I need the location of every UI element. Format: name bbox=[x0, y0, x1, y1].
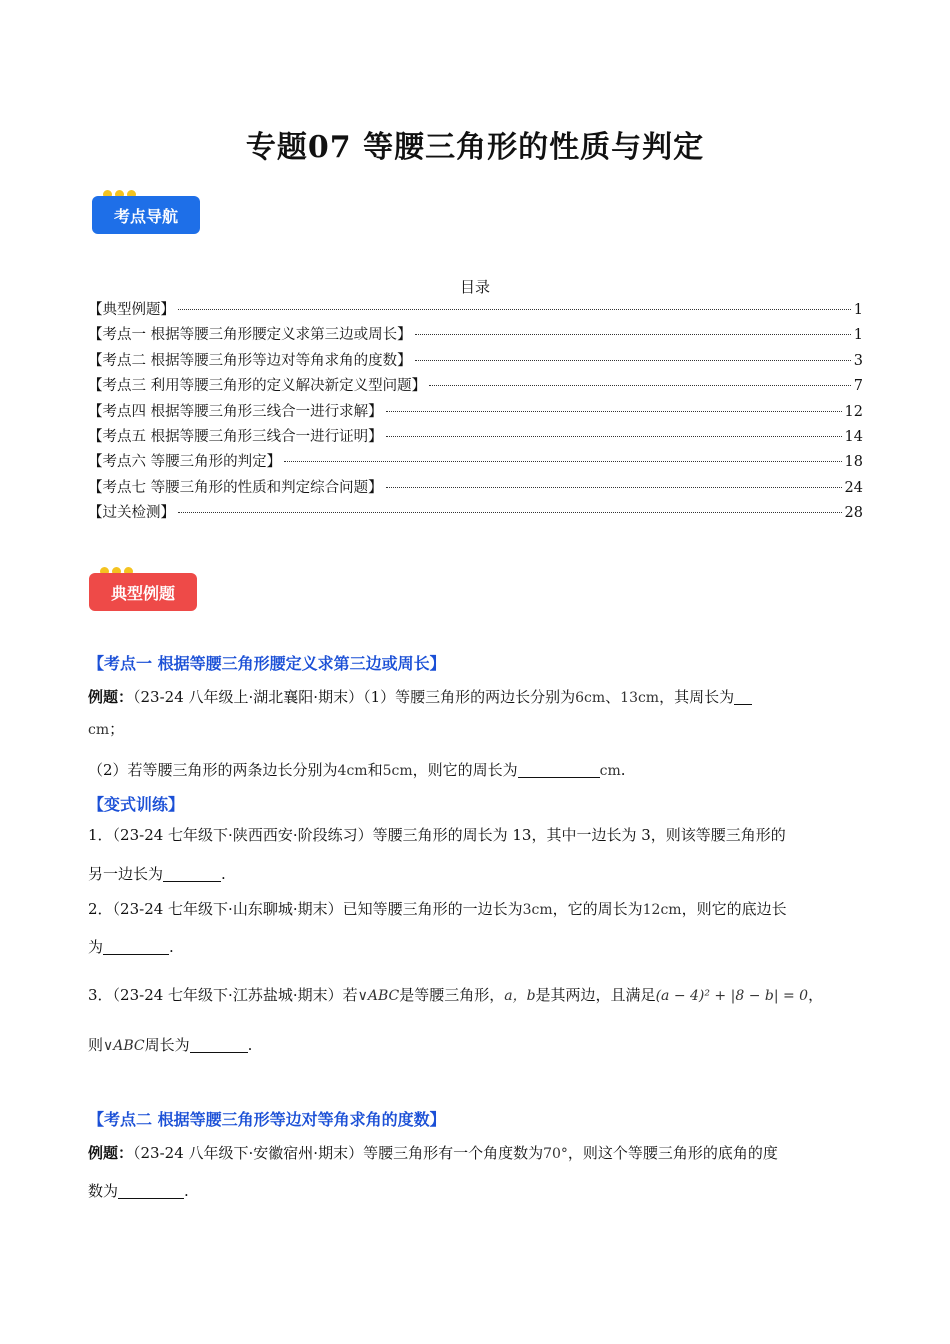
value: 4cm bbox=[337, 763, 368, 779]
table-of-contents bbox=[88, 298, 863, 527]
toc-leader-dots bbox=[415, 334, 851, 335]
unit: cm bbox=[599, 763, 621, 779]
page-title: 专题07 等腰三角形的性质与判定 bbox=[245, 130, 705, 165]
example-badge: 典型例题 bbox=[89, 573, 197, 611]
question-2-line-2 bbox=[88, 936, 863, 957]
toc-leader-dots bbox=[386, 436, 842, 437]
text: ，则这个等腰三角形的底角的度 bbox=[567, 1144, 778, 1162]
toc-entry-page: 28 bbox=[844, 505, 863, 522]
toc-leader-dots bbox=[415, 360, 851, 361]
toc-leader-dots bbox=[429, 385, 851, 386]
question-2-line-1 bbox=[88, 898, 863, 919]
answer-blank[interactable] bbox=[163, 866, 221, 882]
answer-blank[interactable] bbox=[103, 939, 169, 955]
text: ，它的周长为 bbox=[552, 900, 643, 918]
question-1-line-1: 1．（23-24 七年级下·陕西西安·阶段练习）等腰三角形的周长为 13，其中一边长为 3，则该等腰三角形的 bbox=[88, 826, 786, 844]
example-1-line-1 bbox=[88, 686, 863, 707]
text: . bbox=[169, 938, 174, 956]
text: （23-24 八年级上·湖北襄阳·期末）（1）等腰三角形的两边长分别为 bbox=[133, 688, 576, 706]
toc-leader-dots bbox=[386, 487, 842, 488]
question-1-line-2 bbox=[88, 863, 863, 884]
toc-entry-label: 【考点七 等腰三角形的性质和判定综合问题】 bbox=[88, 479, 383, 496]
example-2-line-2 bbox=[88, 1180, 863, 1201]
math-expression: a，b bbox=[504, 988, 536, 1004]
text: . bbox=[620, 761, 626, 779]
value: 13cm bbox=[620, 690, 660, 706]
variant-heading: 【变式训练】 bbox=[88, 795, 185, 814]
toc-entry-label: 【考点二 根据等腰三角形等边对等角求角的度数】 bbox=[88, 352, 412, 369]
toc-entry[interactable] bbox=[88, 501, 863, 526]
text: 和 bbox=[367, 761, 383, 779]
toc-entry-label: 【考点一 根据等腰三角形腰定义求第三边或周长】 bbox=[88, 327, 412, 344]
toc-entry-page: 3 bbox=[853, 352, 863, 369]
example-label: 例题： bbox=[88, 1144, 134, 1162]
value: 12cm bbox=[642, 902, 682, 918]
toc-entry-page: 18 bbox=[844, 454, 863, 471]
question-3-line-1 bbox=[88, 984, 863, 1005]
toc-entry-label: 【考点四 根据等腰三角形三线合一进行求解】 bbox=[88, 403, 383, 420]
toc-entry[interactable] bbox=[88, 400, 863, 425]
example-1-part-2 bbox=[88, 759, 863, 780]
toc-entry-label: 【考点五 根据等腰三角形三线合一进行证明】 bbox=[88, 428, 383, 445]
section-heading-1: 【考点一 根据等腰三角形腰定义求第三边或周长】 bbox=[88, 654, 446, 673]
text: . bbox=[184, 1182, 189, 1200]
toc-entry-page: 24 bbox=[844, 479, 863, 496]
value: 70° bbox=[543, 1146, 568, 1162]
toc-entry[interactable] bbox=[88, 349, 863, 374]
question-3-line-2 bbox=[88, 1034, 863, 1055]
example-1-line-2 bbox=[88, 718, 863, 739]
text: 、 bbox=[605, 688, 621, 706]
toc-leader-dots bbox=[284, 461, 841, 462]
toc-entry-page: 12 bbox=[844, 403, 863, 420]
nav-badge: 考点导航 bbox=[92, 196, 200, 234]
example-label: 例题： bbox=[88, 688, 134, 706]
toc-entry[interactable] bbox=[88, 323, 863, 348]
example-2-line-1 bbox=[88, 1142, 863, 1163]
text: 是其两边，且满足 bbox=[535, 986, 656, 1004]
text: ，则它的底边长 bbox=[681, 900, 787, 918]
math-expression: ∨ABC bbox=[103, 1038, 145, 1054]
text: ，其周长为 bbox=[659, 688, 735, 706]
answer-blank[interactable] bbox=[518, 762, 600, 778]
toc-entry-label: 【过关检测】 bbox=[88, 505, 175, 522]
answer-blank[interactable] bbox=[118, 1183, 184, 1199]
text: . bbox=[221, 865, 226, 883]
toc-entry-label: 【考点三 利用等腰三角形的定义解决新定义型问题】 bbox=[88, 378, 427, 395]
toc-entry-label: 【典型例题】 bbox=[88, 302, 175, 318]
text: （2）若等腰三角形的两条边长分别为 bbox=[88, 761, 338, 779]
text: 周长为 bbox=[144, 1036, 190, 1054]
text: 数为 bbox=[88, 1182, 119, 1200]
toc-title: 目录 bbox=[459, 278, 490, 296]
toc-leader-dots bbox=[178, 512, 842, 513]
value: 6cm bbox=[575, 690, 606, 706]
toc-leader-dots bbox=[178, 309, 851, 310]
toc-entry-page: 1 bbox=[853, 327, 863, 344]
answer-blank[interactable] bbox=[190, 1037, 248, 1053]
text: . bbox=[247, 1036, 253, 1054]
toc-entry-page: 1 bbox=[853, 302, 863, 318]
toc-entry[interactable] bbox=[88, 450, 863, 475]
text: 为 bbox=[88, 938, 104, 956]
answer-blank[interactable] bbox=[734, 689, 752, 705]
toc-leader-dots bbox=[386, 411, 842, 412]
text: 是等腰三角形， bbox=[399, 986, 505, 1004]
toc-entry-page: 7 bbox=[853, 378, 863, 395]
text: ； bbox=[109, 720, 125, 738]
math-expression: (a − 4)² + |8 − b| = 0 bbox=[655, 988, 809, 1004]
toc-entry-label: 【考点六 等腰三角形的判定】 bbox=[88, 454, 282, 471]
text: 另一边长为 bbox=[88, 865, 164, 883]
math-expression: ∨ABC bbox=[357, 988, 400, 1004]
toc-entry[interactable] bbox=[88, 374, 863, 399]
text: 3．（23-24 七年级下·江苏盐城·期末）若 bbox=[88, 986, 358, 1004]
toc-entry-page: 14 bbox=[844, 428, 863, 445]
text: 则 bbox=[88, 1036, 104, 1054]
toc-entry[interactable] bbox=[88, 298, 863, 323]
toc-entry[interactable] bbox=[88, 476, 863, 501]
text: ，则它的周长为 bbox=[412, 761, 518, 779]
value: 5cm bbox=[382, 763, 413, 779]
text: （23-24 八年级下·安徽宿州·期末）等腰三角形有一个角度数为 bbox=[133, 1144, 544, 1162]
unit: cm bbox=[88, 722, 110, 738]
value: 3cm bbox=[522, 902, 553, 918]
section-heading-2: 【考点二 根据等腰三角形等边对等角求角的度数】 bbox=[88, 1110, 446, 1129]
text: 2．（23-24 七年级下·山东聊城·期末）已知等腰三角形的一边长为 bbox=[88, 900, 523, 918]
text: ， bbox=[808, 986, 824, 1004]
toc-entry[interactable] bbox=[88, 425, 863, 450]
